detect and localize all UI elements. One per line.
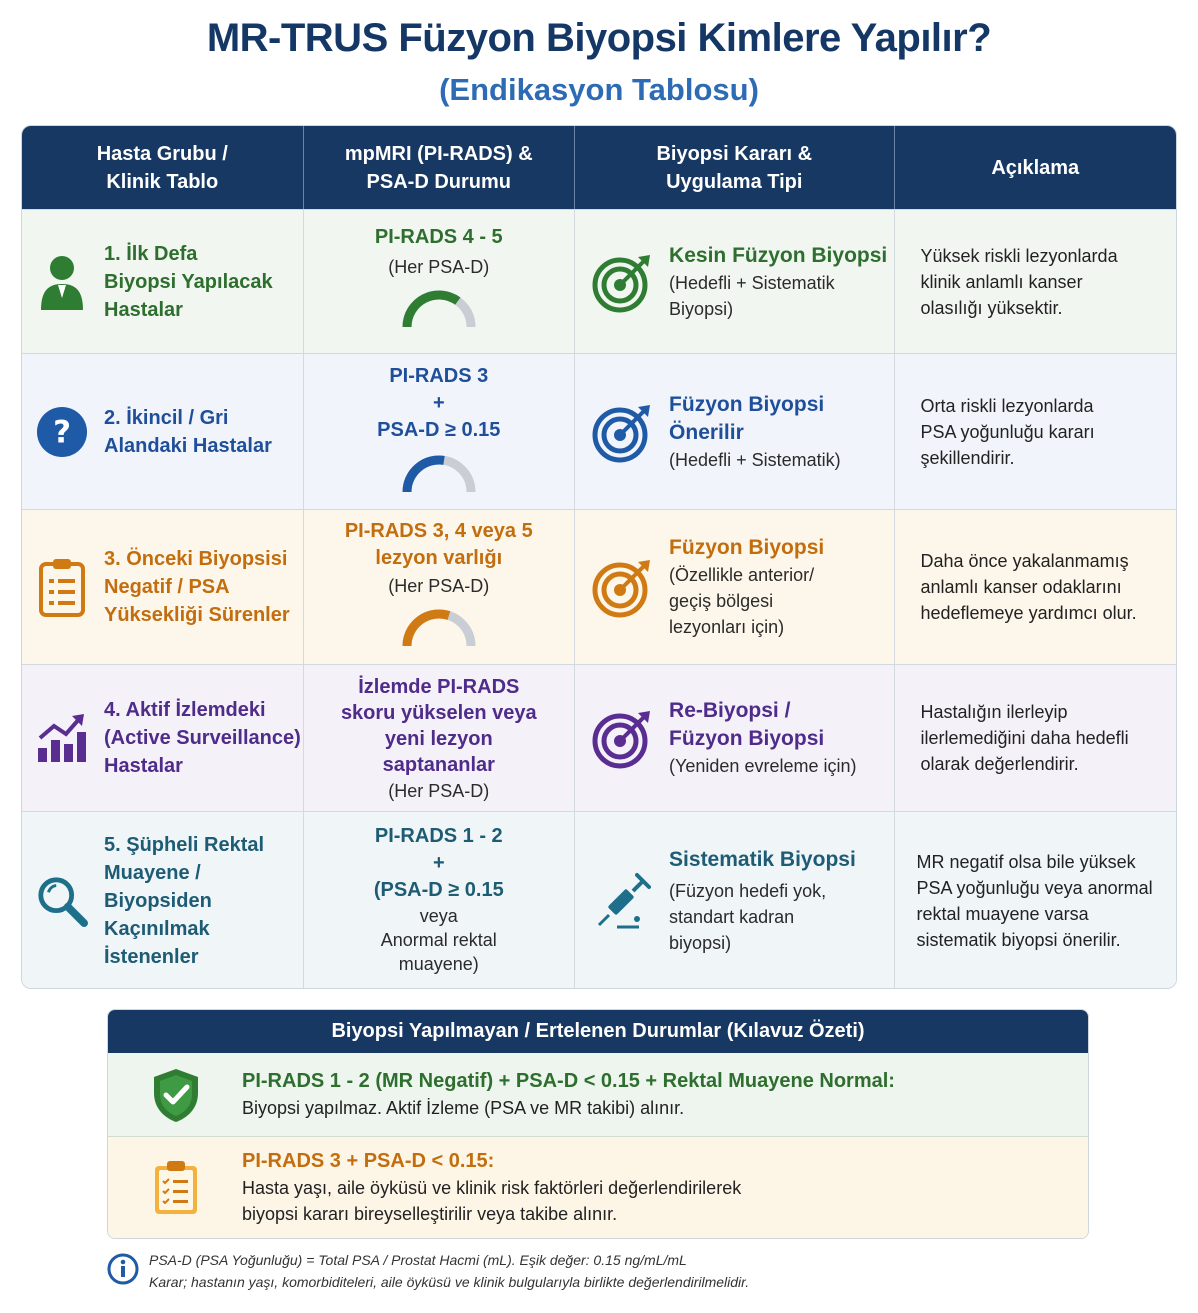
decision-sub: (Füzyon hedefi yok, standart kadran biyopsi) [669, 881, 827, 953]
patient-group-label: 1. İlk Defa Biyopsi Yapılacak Hastalar [104, 242, 273, 321]
footnote [107, 1249, 1007, 1293]
table-row [22, 509, 1176, 664]
page-subtitle: (Endikasyon Tablosu) [439, 72, 759, 107]
table-row [22, 353, 1176, 509]
mri-highlight: PI-RADS 1 - 2 + (PSA-D ≥ 0.15 [373, 824, 504, 901]
header-biopsy-decision: Biyopsi Kararı & Uygulama Tipi [575, 126, 894, 209]
mri-sub: veya Anormal rektal muayene) [380, 905, 497, 974]
table-row [22, 209, 1176, 353]
header-patient-group: Hasta Grubu / Klinik Tablo [22, 126, 304, 209]
user-icon [36, 253, 88, 311]
target-icon [591, 706, 655, 770]
decision-label: Re-Biyopsi / Füzyon Biyopsi [669, 699, 825, 750]
page-title: MR-TRUS Füzyon Biyopsi Kimlere Yapılır? [206, 16, 992, 60]
risk-gauge [399, 287, 479, 331]
mri-sub: (Her PSA-D) [388, 780, 490, 801]
info-icon [107, 1253, 139, 1285]
footnote-line-1: PSA-D (PSA Yoğunluğu) = Total PSA / Prostat Hacmi (mL). Eşik değer: 0.15 ng/mL/mL [149, 1252, 687, 1268]
biopsy-needle-icon [591, 869, 655, 933]
explanation-text: Daha önce yakalanmamış anlamlı kanser odaklarını hedeflemeye yardımcı olur. [920, 551, 1137, 623]
gauge-fill [407, 460, 444, 492]
decision-label: Sistematik Biyopsi [669, 848, 856, 871]
risk-gauge [399, 606, 479, 650]
clipboard-list-icon [148, 1158, 204, 1218]
footnote-line-2: Karar; hastanın yaşı, komorbiditeleri, aile öyküsü ve klinik bulgularıyla birlikte değerlendirilmelidir. [149, 1274, 750, 1290]
explanation-text: Hastalığın ilerleyip ilerlemediğini daha hedefli olarak değerlendirir. [920, 702, 1129, 774]
question-icon [36, 403, 88, 461]
summary-highlight: PI-RADS 3 + PSA-D < 0.15: [242, 1150, 495, 1172]
explanation-text: MR negatif olsa bile yüksek PSA yoğunluğu veya anormal rektal muayene varsa sistematik biyopsi önerilir. [916, 852, 1153, 950]
mri-highlight: İzlemde PI-RADS skoru yükselen veya yeni lezyon saptananlar [340, 675, 537, 776]
patient-group-label: 3. Önceki Biyopsisi Negatif / PSA Yüksekliği Sürenler [104, 548, 290, 626]
target-icon [591, 250, 655, 314]
summary-text: Biyopsi yapılmaz. Aktif İzleme (PSA ve MR takibi) alınır. [242, 1098, 685, 1118]
table-row [22, 664, 1176, 811]
clipboard-icon [36, 558, 88, 616]
decision-sub: (Hedefli + Sistematik) [669, 449, 841, 470]
patient-group-label: 5. Şüpheli Rektal Muayene / Biyopsiden Kaçınılmak İstenenler [104, 834, 265, 968]
decision-sub: (Özellikle anterior/ geçiş bölgesi lezyonları için) [669, 565, 815, 637]
explanation-text: Orta riskli lezyonlarda PSA yoğunluğu kararı şekillendirir. [920, 395, 1095, 468]
risk-gauge [399, 452, 479, 496]
chart-up-icon [36, 709, 88, 767]
header-mri-psad: mpMRI (PI-RADS) & PSA-D Durumu [304, 126, 576, 209]
svg-text:?: ? [53, 414, 71, 451]
mri-highlight: PI-RADS 4 - 5 [374, 226, 503, 248]
decision-label: Füzyon Biyopsi Önerilir [669, 392, 825, 444]
decision-sub: (Yeniden evreleme için) [669, 756, 857, 776]
mri-highlight: PI-RADS 3 + PSA-D ≥ 0.15 [377, 365, 501, 441]
summary-title: Biyopsi Yapılmayan / Ertelenen Durumlar (Kılavuz Özeti) [108, 1010, 1088, 1053]
magnifier-icon [36, 872, 88, 930]
summary-item [108, 1053, 1088, 1137]
shield-check-icon [148, 1065, 204, 1125]
mri-highlight: PI-RADS 3, 4 veya 5 lezyon varlığı [344, 520, 533, 569]
mri-sub: (Her PSA-D) [388, 257, 490, 277]
header-explanation: Açıklama [991, 156, 1080, 179]
indication-table [21, 125, 1177, 989]
decision-label: Füzyon Biyopsi [669, 536, 825, 559]
patient-group-label: 4. Aktif İzlemdeki (Active Surveillance) Hastalar [104, 699, 301, 777]
mri-sub: (Her PSA-D) [388, 576, 490, 596]
summary-box [107, 1009, 1089, 1239]
decision-sub: (Hedefli + Sistematik Biyopsi) [669, 272, 835, 319]
table-row [22, 811, 1176, 989]
decision-label: Kesin Füzyon Biyopsi [669, 243, 888, 267]
gauge-fill [407, 295, 458, 327]
target-icon [591, 555, 655, 619]
table-header [22, 126, 1176, 209]
summary-text: Hasta yaşı, aile öyküsü ve klinik risk faktörleri değerlendirilerek biyopsi kararı bireyselleştirilir veya takibe alınır. [242, 1178, 742, 1224]
summary-highlight: PI-RADS 1 - 2 (MR Negatif) + PSA-D < 0.15 + Rektal Muayene Normal: [242, 1070, 895, 1092]
summary-item [108, 1137, 1088, 1238]
target-icon [591, 400, 655, 464]
patient-group-label: 2. İkincil / Gri Alandaki Hastalar [104, 406, 272, 457]
explanation-text: Yüksek riskli lezyonlarda klinik anlamlı kanser olasılığı yüksektir. [920, 245, 1118, 318]
gauge-fill [407, 614, 449, 646]
